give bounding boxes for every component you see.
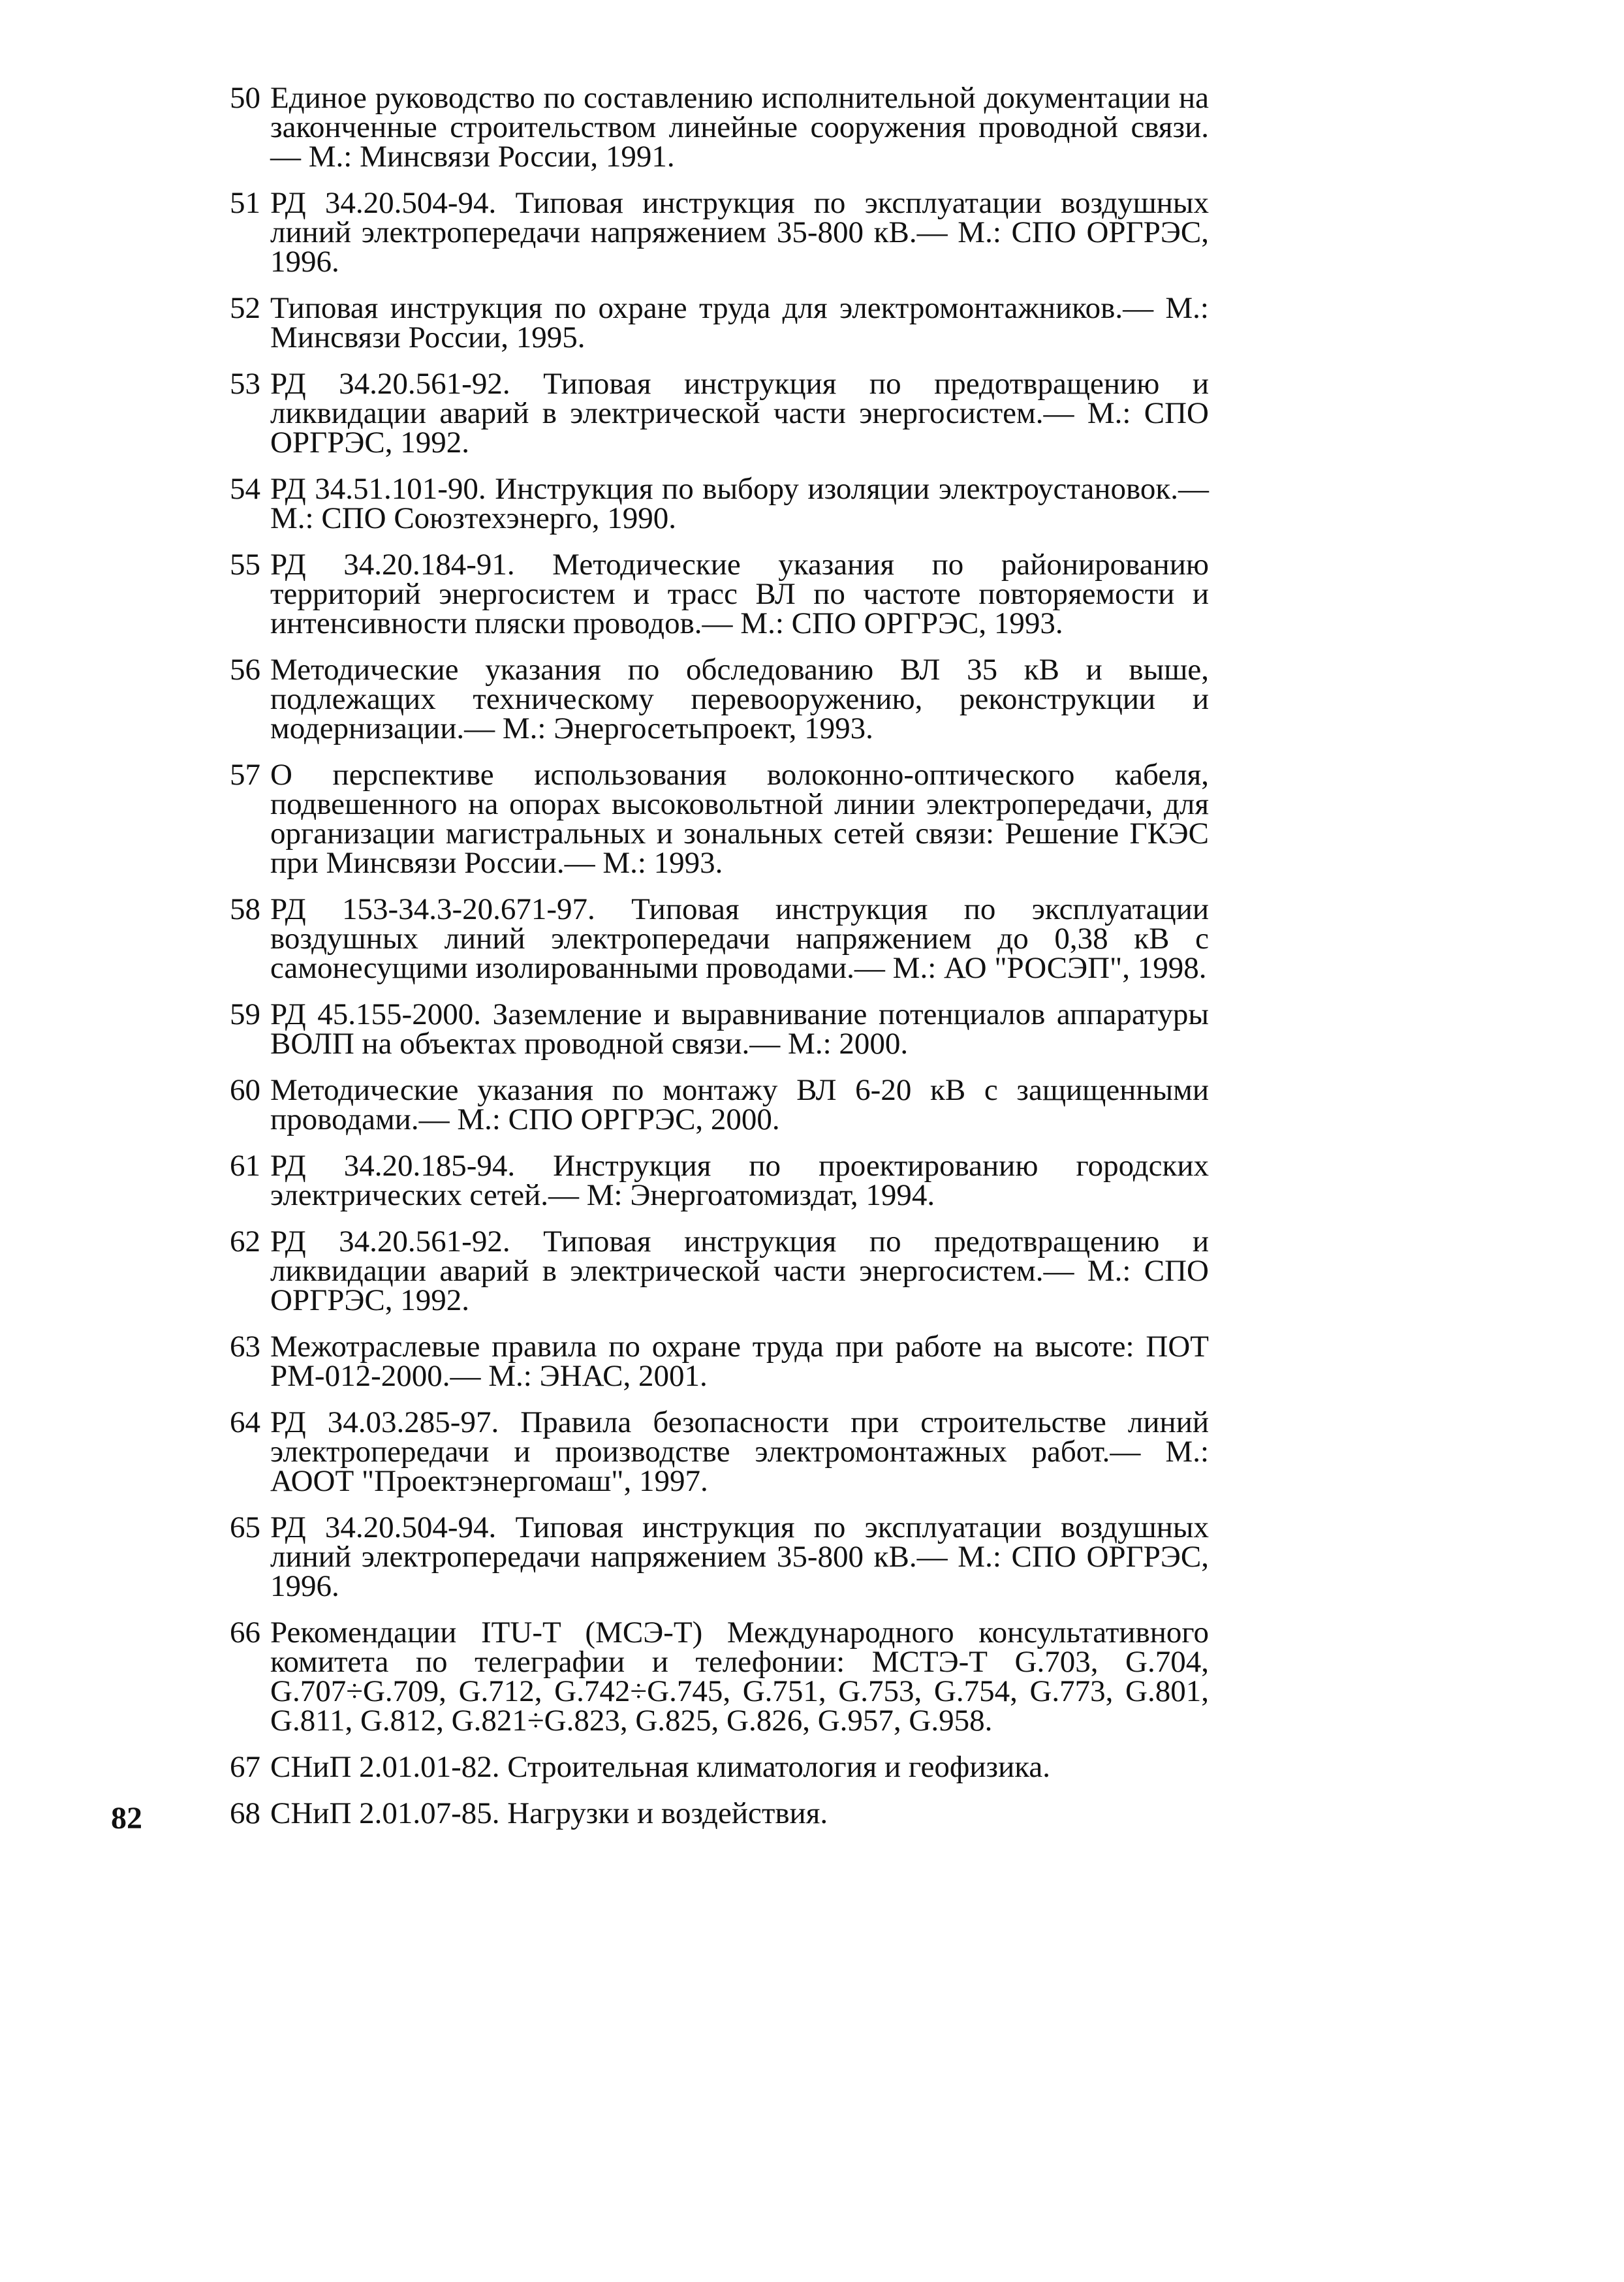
reference-text: Единое руководство по составлению исполнительной документации на законченные строительством линейные сооружения проводной связи.— М.: Минсвязи России, 1991.	[270, 81, 1209, 174]
reference-number: 50	[230, 81, 260, 115]
reference-item	[230, 1227, 1209, 1315]
reference-text: РД 34.20.184-91. Методические указания по районированию территорий энергосистем и трасс ВЛ по частоте повторяемости и интенсивности пляски проводов.— М.: СПО ОРГРЭС, 1993.	[270, 548, 1209, 640]
reference-text: СНиП 2.01.01-82. Строительная климатология и геофизика.	[270, 1750, 1050, 1784]
reference-item	[230, 186, 1209, 279]
reference-number: 51	[230, 186, 260, 220]
reference-number: 56	[230, 653, 260, 687]
reference-text: РД 34.20.504-94. Типовая инструкция по эксплуатации воздушных линий электропередачи напряжением 35-800 кВ.— М.: СПО ОРГРЭС, 1996.	[270, 186, 1209, 279]
reference-number: 55	[230, 548, 260, 582]
reference-text: РД 34.03.285-97. Правила безопасности при строительстве линий электропередачи и производстве электромонтажных работ.— М.: АООТ "Проектэнергомаш", 1997.	[270, 1405, 1209, 1498]
reference-text: Рекомендации ITU-T (МСЭ-Т) Международного консультативного комитета по телеграфии и телефонии: МСТЭ-Т G.703, G.704, G.707÷G.709, G.712, G.742÷G.745, G.751, G.753, G.754, G.773, G.801, G.811, G.812, G.821÷G.823, G.825, G.826, G.957, G.958.	[270, 1616, 1209, 1738]
reference-number: 62	[230, 1225, 260, 1258]
reference-text: РД 34.20.185-94. Инструкция по проектированию городских электрических сетей.— М: Энергоатомиздат, 1994.	[270, 1149, 1209, 1212]
reference-number: 60	[230, 1073, 260, 1107]
reference-number: 67	[230, 1750, 260, 1784]
reference-item	[230, 550, 1209, 638]
reference-item	[230, 472, 1209, 535]
reference-number: 59	[230, 997, 260, 1031]
reference-number: 61	[230, 1149, 260, 1183]
reference-number: 52	[230, 291, 260, 325]
page-number: 82	[111, 1801, 142, 1836]
reference-item	[230, 760, 1209, 878]
reference-text: РД 34.20.504-94. Типовая инструкция по эксплуатации воздушных линий электропередачи напряжением 35-800 кВ.— М.: СПО ОРГРЭС, 1996.	[270, 1510, 1209, 1603]
reference-number: 63	[230, 1330, 260, 1364]
reference-number: 58	[230, 892, 260, 926]
reference-text: Типовая инструкция по охране труда для электромонтажников.— М.: Минсвязи России, 1995.	[270, 291, 1209, 354]
reference-text: СНиП 2.01.07-85. Нагрузки и воздействия.	[270, 1796, 828, 1830]
reference-number: 54	[230, 472, 260, 506]
reference-item	[230, 1510, 1209, 1603]
reference-item	[230, 1796, 1209, 1830]
reference-item	[230, 81, 1209, 174]
reference-item	[230, 997, 1209, 1061]
reference-item	[230, 1618, 1209, 1736]
reference-item	[230, 1750, 1209, 1784]
reference-text: РД 34.20.561-92. Типовая инструкция по предотвращению и ликвидации аварий в электрической части энергосистем.— М.: СПО ОРГРЭС, 1992.	[270, 1225, 1209, 1317]
reference-text: РД 45.155-2000. Заземление и выравнивание потенциалов аппаратуры ВОЛП на объектах проводной связи.— М.: 2000.	[270, 997, 1209, 1061]
reference-text: Межотраслевые правила по охране труда при работе на высоте: ПОТ РМ-012-2000.— М.: ЭНАС, 2001.	[270, 1330, 1209, 1393]
reference-item	[230, 655, 1209, 743]
reference-text: Методические указания по монтажу ВЛ 6-20 кВ с защищенными проводами.— М.: СПО ОРГРЭС, 2000.	[270, 1073, 1209, 1136]
reference-number: 53	[230, 367, 260, 401]
reference-item	[230, 1073, 1209, 1136]
reference-text: РД 34.51.101-90. Инструкция по выбору изоляции электроустановок.— М.: СПО Союзтехэнерго, 1990.	[270, 472, 1209, 535]
reference-number: 65	[230, 1510, 260, 1544]
reference-text: О перспективе использования волоконно-оптического кабеля, подвешенного на опорах высоковольтной линии электропередачи, для организации магистральных и зональных сетей связи: Решение ГКЭС при Минсвязи России.— М.: 1993.	[270, 758, 1209, 880]
reference-number: 57	[230, 758, 260, 792]
reference-number: 64	[230, 1405, 260, 1439]
reference-item	[230, 369, 1209, 458]
reference-item	[230, 291, 1209, 354]
reference-number: 68	[230, 1796, 260, 1830]
reference-text: Методические указания по обследованию ВЛ 35 кВ и выше, подлежащих техническому перевооружению, реконструкции и модернизации.— М.: Энергосетьпроект, 1993.	[270, 653, 1209, 745]
reference-text: РД 153-34.3-20.671-97. Типовая инструкция по эксплуатации воздушных линий электропередачи напряжением до 0,38 кВ с самонесущими изолированными проводами.— М.: АО "РОСЭП", 1998.	[270, 892, 1209, 985]
reference-item	[230, 1151, 1209, 1210]
reference-item	[230, 1332, 1209, 1391]
reference-item	[230, 892, 1209, 985]
reference-list	[230, 81, 1209, 1845]
reference-text: РД 34.20.561-92. Типовая инструкция по предотвращению и ликвидации аварий в электрической части энергосистем.— М.: СПО ОРГРЭС, 1992.	[270, 367, 1209, 460]
reference-number: 66	[230, 1616, 260, 1649]
reference-item	[230, 1405, 1209, 1498]
